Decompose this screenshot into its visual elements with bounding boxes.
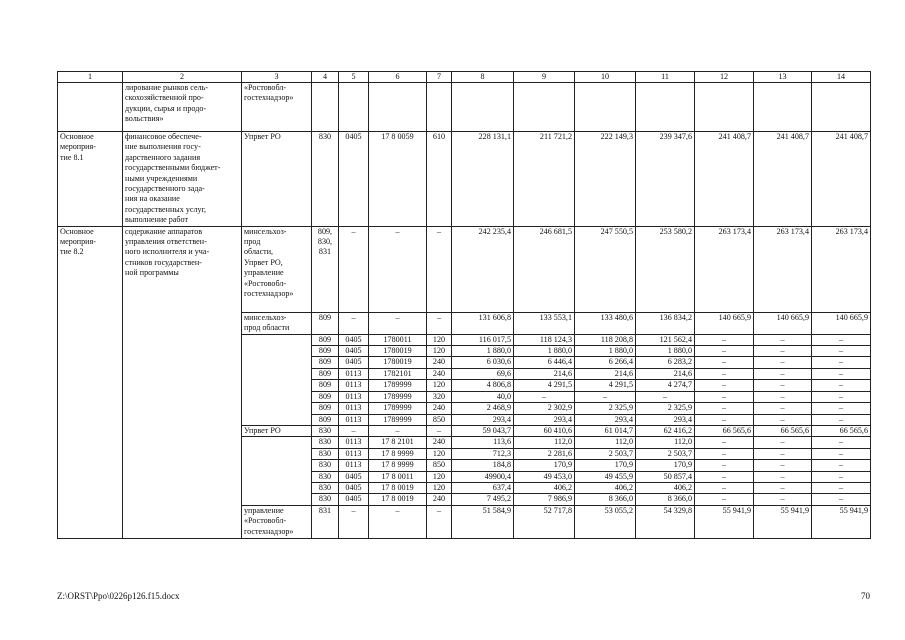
amount-cell: 112,0 bbox=[575, 437, 636, 448]
expense-type-cell: 120 bbox=[427, 346, 452, 357]
amount-cell: 242 235,4 bbox=[452, 226, 514, 312]
amount-cell: – bbox=[695, 460, 754, 471]
column-number: 8 bbox=[452, 72, 514, 83]
amount-cell: – bbox=[812, 346, 871, 357]
amount-cell: 66 565,6 bbox=[695, 425, 754, 436]
amount-cell: – bbox=[695, 391, 754, 402]
description-cell: финансовое обеспече- ние выполнения госу- дарственного задания государственными бюджет- ными учреждениями государственного зада- ния на оказание государственных услуг, выполнение работ bbox=[123, 132, 242, 227]
amount-cell bbox=[514, 83, 575, 132]
amount-cell: 6 030,6 bbox=[452, 357, 514, 368]
section-code-cell: – bbox=[339, 425, 369, 436]
target-article-cell: 1789999 bbox=[369, 391, 427, 402]
amount-cell: 7 986,9 bbox=[514, 494, 575, 505]
amount-cell: – bbox=[754, 460, 812, 471]
amount-cell: 170,9 bbox=[636, 460, 695, 471]
amount-cell: – bbox=[695, 482, 754, 493]
amount-cell: 406,2 bbox=[575, 482, 636, 493]
column-number: 2 bbox=[123, 72, 242, 83]
amount-cell: 211 721,2 bbox=[514, 132, 575, 227]
footer-file-path: Z:\ORST\Ppo\0226p126.f15.docx bbox=[57, 591, 180, 601]
column-number: 14 bbox=[812, 72, 871, 83]
expense-type-cell: 120 bbox=[427, 448, 452, 459]
amount-cell: – bbox=[754, 482, 812, 493]
expense-type-cell: 240 bbox=[427, 437, 452, 448]
amount-cell: 66 565,6 bbox=[754, 425, 812, 436]
amount-cell bbox=[452, 83, 514, 132]
amount-cell: 241 408,7 bbox=[754, 132, 812, 227]
expense-type-cell: 320 bbox=[427, 391, 452, 402]
target-article-cell: – bbox=[369, 226, 427, 312]
grbs-code-cell: 830 bbox=[312, 448, 339, 459]
amount-cell: – bbox=[754, 494, 812, 505]
section-code-cell: 0113 bbox=[339, 448, 369, 459]
amount-cell: 136 834,2 bbox=[636, 312, 695, 334]
amount-cell bbox=[695, 83, 754, 132]
section-code-cell: – bbox=[339, 505, 369, 538]
grbs-code-cell: 830 bbox=[312, 494, 339, 505]
grbs-code-cell: 809 bbox=[312, 414, 339, 425]
amount-cell: 118 208,8 bbox=[575, 334, 636, 345]
amount-cell: 7 495,2 bbox=[452, 494, 514, 505]
target-article-cell: 17 8 9999 bbox=[369, 448, 427, 459]
target-article-cell: 17 8 0011 bbox=[369, 471, 427, 482]
amount-cell: 1 880,0 bbox=[514, 346, 575, 357]
amount-cell: 49 453,0 bbox=[514, 471, 575, 482]
amount-cell: 406,2 bbox=[636, 482, 695, 493]
amount-cell: 222 149,3 bbox=[575, 132, 636, 227]
amount-cell: 59 043,7 bbox=[452, 425, 514, 436]
amount-cell: 112,0 bbox=[636, 437, 695, 448]
target-article-cell bbox=[369, 83, 427, 132]
column-number: 6 bbox=[369, 72, 427, 83]
amount-cell: 140 665,9 bbox=[812, 312, 871, 334]
expense-type-cell: 240 bbox=[427, 403, 452, 414]
target-article-cell: 17 8 0019 bbox=[369, 494, 427, 505]
amount-cell: 8 366,0 bbox=[636, 494, 695, 505]
amount-cell: – bbox=[812, 448, 871, 459]
amount-cell: 2 281,6 bbox=[514, 448, 575, 459]
budget-table bbox=[57, 71, 871, 539]
amount-cell: – bbox=[812, 460, 871, 471]
amount-cell: – bbox=[754, 346, 812, 357]
amount-cell: 293,4 bbox=[452, 414, 514, 425]
amount-cell: – bbox=[695, 494, 754, 505]
amount-cell bbox=[754, 83, 812, 132]
column-number: 1 bbox=[58, 72, 123, 83]
amount-cell: 55 941,9 bbox=[695, 505, 754, 538]
amount-cell: 4 806,8 bbox=[452, 380, 514, 391]
table-row bbox=[58, 226, 871, 312]
target-article-cell: 17 8 9999 bbox=[369, 460, 427, 471]
amount-cell: 637,4 bbox=[452, 482, 514, 493]
amount-cell: 170,9 bbox=[514, 460, 575, 471]
amount-cell: – bbox=[695, 471, 754, 482]
amount-cell: 228 131,1 bbox=[452, 132, 514, 227]
amount-cell: 51 584,9 bbox=[452, 505, 514, 538]
amount-cell: 131 606,8 bbox=[452, 312, 514, 334]
amount-cell: 113,6 bbox=[452, 437, 514, 448]
executor-cell: «Ростовобл- гостехнадзор» bbox=[242, 83, 312, 132]
amount-cell: 184,8 bbox=[452, 460, 514, 471]
grbs-code-cell: 830 bbox=[312, 132, 339, 227]
grbs-code-cell: 809 bbox=[312, 391, 339, 402]
amount-cell: 140 665,9 bbox=[754, 312, 812, 334]
column-number: 12 bbox=[695, 72, 754, 83]
amount-cell: – bbox=[695, 448, 754, 459]
target-article-cell: 1789999 bbox=[369, 414, 427, 425]
amount-cell: – bbox=[812, 471, 871, 482]
target-article-cell: 17 8 2101 bbox=[369, 437, 427, 448]
amount-cell bbox=[575, 83, 636, 132]
target-article-cell: 17 8 0059 bbox=[369, 132, 427, 227]
target-article-cell: – bbox=[369, 425, 427, 436]
section-code-cell: 0405 bbox=[339, 357, 369, 368]
amount-cell: 116 017,5 bbox=[452, 334, 514, 345]
amount-cell: – bbox=[636, 391, 695, 402]
amount-cell: 49 455,9 bbox=[575, 471, 636, 482]
amount-cell: 263 173,4 bbox=[695, 226, 754, 312]
amount-cell: – bbox=[695, 346, 754, 357]
amount-cell: 2 503,7 bbox=[636, 448, 695, 459]
amount-cell: 4 274,7 bbox=[636, 380, 695, 391]
expense-type-cell: 240 bbox=[427, 494, 452, 505]
amount-cell: 293,4 bbox=[636, 414, 695, 425]
amount-cell: 69,6 bbox=[452, 368, 514, 379]
expense-type-cell: 610 bbox=[427, 132, 452, 227]
amount-cell bbox=[636, 83, 695, 132]
amount-cell: 241 408,7 bbox=[812, 132, 871, 227]
expense-type-cell: 850 bbox=[427, 460, 452, 471]
amount-cell bbox=[812, 83, 871, 132]
amount-cell: 50 857,4 bbox=[636, 471, 695, 482]
amount-cell: 263 173,4 bbox=[812, 226, 871, 312]
amount-cell: – bbox=[754, 437, 812, 448]
grbs-code-cell: 809 bbox=[312, 403, 339, 414]
executor-cell: управление «Ростовобл- гостехнадзор» bbox=[242, 505, 312, 538]
amount-cell: – bbox=[754, 414, 812, 425]
amount-cell: 55 941,9 bbox=[812, 505, 871, 538]
expense-type-cell: 850 bbox=[427, 414, 452, 425]
target-article-cell: 1780011 bbox=[369, 334, 427, 345]
amount-cell: – bbox=[754, 380, 812, 391]
amount-cell: – bbox=[695, 380, 754, 391]
amount-cell: 6 283,2 bbox=[636, 357, 695, 368]
amount-cell: 2 325,9 bbox=[636, 403, 695, 414]
amount-cell: – bbox=[812, 368, 871, 379]
amount-cell: 60 410,6 bbox=[514, 425, 575, 436]
amount-cell: 121 562,4 bbox=[636, 334, 695, 345]
amount-cell: 406,2 bbox=[514, 482, 575, 493]
section-code-cell: 0113 bbox=[339, 391, 369, 402]
expense-type-cell bbox=[427, 83, 452, 132]
amount-cell: 40,0 bbox=[452, 391, 514, 402]
expense-type-cell: – bbox=[427, 226, 452, 312]
section-code-cell: 0405 bbox=[339, 334, 369, 345]
expense-type-cell: – bbox=[427, 425, 452, 436]
grbs-code-cell bbox=[312, 83, 339, 132]
column-number: 13 bbox=[754, 72, 812, 83]
amount-cell: 62 416,2 bbox=[636, 425, 695, 436]
amount-cell: 2 503,7 bbox=[575, 448, 636, 459]
description-cell: содержание аппаратов управления ответствен- ного исполнителя и уча- стников государствен- ной программы bbox=[123, 226, 242, 538]
grbs-code-cell: 830 bbox=[312, 425, 339, 436]
section-code-cell: 0405 bbox=[339, 132, 369, 227]
target-article-cell: 1780019 bbox=[369, 357, 427, 368]
amount-cell: – bbox=[812, 391, 871, 402]
amount-cell: 241 408,7 bbox=[695, 132, 754, 227]
grbs-code-cell: 830 bbox=[312, 471, 339, 482]
executor-cell: Упрвет РО bbox=[242, 425, 312, 436]
activity-cell: Основное мероприя- тие 8.1 bbox=[58, 132, 123, 227]
amount-cell: – bbox=[812, 494, 871, 505]
amount-cell: 2 468,9 bbox=[452, 403, 514, 414]
expense-type-cell: – bbox=[427, 505, 452, 538]
amount-cell: – bbox=[812, 403, 871, 414]
grbs-code-cell: 830 bbox=[312, 482, 339, 493]
target-article-cell: 1780019 bbox=[369, 346, 427, 357]
amount-cell: – bbox=[754, 448, 812, 459]
amount-cell: 1 880,0 bbox=[636, 346, 695, 357]
grbs-code-cell: 809 bbox=[312, 346, 339, 357]
executor-cell bbox=[242, 437, 312, 505]
amount-cell: 52 717,8 bbox=[514, 505, 575, 538]
grbs-code-cell: 809 bbox=[312, 380, 339, 391]
section-code-cell: – bbox=[339, 312, 369, 334]
expense-type-cell: 240 bbox=[427, 357, 452, 368]
amount-cell: 214,6 bbox=[636, 368, 695, 379]
amount-cell: 712,3 bbox=[452, 448, 514, 459]
column-number: 7 bbox=[427, 72, 452, 83]
section-code-cell: 0113 bbox=[339, 380, 369, 391]
amount-cell: 118 124,3 bbox=[514, 334, 575, 345]
column-number: 5 bbox=[339, 72, 369, 83]
amount-cell: – bbox=[754, 403, 812, 414]
amount-cell: 1 880,0 bbox=[575, 346, 636, 357]
amount-cell: 4 291,5 bbox=[575, 380, 636, 391]
description-cell: лирование рынков сель- скохозяйственной про- дукции, сырья и продо- вольствия» bbox=[123, 83, 242, 132]
target-article-cell: 17 8 0019 bbox=[369, 482, 427, 493]
amount-cell: – bbox=[812, 482, 871, 493]
amount-cell: – bbox=[514, 391, 575, 402]
amount-cell: 170,9 bbox=[575, 460, 636, 471]
column-number: 9 bbox=[514, 72, 575, 83]
expense-type-cell: – bbox=[427, 312, 452, 334]
expense-type-cell: 120 bbox=[427, 482, 452, 493]
column-number: 4 bbox=[312, 72, 339, 83]
amount-cell: 54 329,8 bbox=[636, 505, 695, 538]
amount-cell: – bbox=[812, 357, 871, 368]
column-number: 3 bbox=[242, 72, 312, 83]
amount-cell: – bbox=[575, 391, 636, 402]
grbs-code-cell: 831 bbox=[312, 505, 339, 538]
amount-cell: 4 291,5 bbox=[514, 380, 575, 391]
column-number-row bbox=[58, 72, 871, 83]
amount-cell: – bbox=[754, 471, 812, 482]
amount-cell: – bbox=[812, 380, 871, 391]
amount-cell: 263 173,4 bbox=[754, 226, 812, 312]
amount-cell: 6 446,4 bbox=[514, 357, 575, 368]
amount-cell: – bbox=[812, 437, 871, 448]
grbs-code-cell: 809 bbox=[312, 368, 339, 379]
amount-cell: – bbox=[812, 334, 871, 345]
amount-cell: 2 302,9 bbox=[514, 403, 575, 414]
amount-cell: 214,6 bbox=[575, 368, 636, 379]
amount-cell: 246 681,5 bbox=[514, 226, 575, 312]
section-code-cell: 0113 bbox=[339, 414, 369, 425]
amount-cell: 293,4 bbox=[575, 414, 636, 425]
target-article-cell: – bbox=[369, 312, 427, 334]
column-number: 10 bbox=[575, 72, 636, 83]
target-article-cell: 1789999 bbox=[369, 403, 427, 414]
executor-cell bbox=[242, 334, 312, 425]
grbs-code-cell: 809 bbox=[312, 334, 339, 345]
amount-cell: 293,4 bbox=[514, 414, 575, 425]
table-row bbox=[58, 132, 871, 227]
amount-cell: 66 565,6 bbox=[812, 425, 871, 436]
section-code-cell: – bbox=[339, 226, 369, 312]
amount-cell: 61 014,7 bbox=[575, 425, 636, 436]
amount-cell: – bbox=[754, 391, 812, 402]
expense-type-cell: 120 bbox=[427, 380, 452, 391]
expense-type-cell: 120 bbox=[427, 471, 452, 482]
amount-cell: – bbox=[754, 357, 812, 368]
grbs-code-cell: 830 bbox=[312, 437, 339, 448]
amount-cell: 133 480,6 bbox=[575, 312, 636, 334]
amount-cell: – bbox=[695, 414, 754, 425]
grbs-code-cell: 809 bbox=[312, 312, 339, 334]
section-code-cell: 0405 bbox=[339, 482, 369, 493]
amount-cell: 8 366,0 bbox=[575, 494, 636, 505]
amount-cell: 133 553,1 bbox=[514, 312, 575, 334]
grbs-code-cell: 809 bbox=[312, 357, 339, 368]
activity-cell bbox=[58, 83, 123, 132]
amount-cell: 247 550,5 bbox=[575, 226, 636, 312]
column-number: 11 bbox=[636, 72, 695, 83]
executor-cell: Упрвет РО bbox=[242, 132, 312, 227]
section-code-cell: 0405 bbox=[339, 346, 369, 357]
amount-cell: 214,6 bbox=[514, 368, 575, 379]
amount-cell: 55 941,9 bbox=[754, 505, 812, 538]
amount-cell: – bbox=[754, 334, 812, 345]
section-code-cell: 0113 bbox=[339, 368, 369, 379]
grbs-code-cell: 830 bbox=[312, 460, 339, 471]
activity-cell: Основное мероприя- тие 8.2 bbox=[58, 226, 123, 538]
amount-cell: – bbox=[812, 414, 871, 425]
table-row bbox=[58, 83, 871, 132]
amount-cell: 2 325,9 bbox=[575, 403, 636, 414]
section-code-cell: 0405 bbox=[339, 471, 369, 482]
target-article-cell: 1782101 bbox=[369, 368, 427, 379]
amount-cell: – bbox=[695, 403, 754, 414]
executor-cell: минсельхоз- прод области, Упрвет РО, управление «Ростовобл- гостехнадзор» bbox=[242, 226, 312, 312]
expense-type-cell: 240 bbox=[427, 368, 452, 379]
amount-cell: 49900,4 bbox=[452, 471, 514, 482]
amount-cell: – bbox=[695, 357, 754, 368]
amount-cell: 53 055,2 bbox=[575, 505, 636, 538]
section-code-cell: 0113 bbox=[339, 403, 369, 414]
amount-cell: 112,0 bbox=[514, 437, 575, 448]
amount-cell: – bbox=[695, 334, 754, 345]
amount-cell: – bbox=[695, 437, 754, 448]
amount-cell: 253 580,2 bbox=[636, 226, 695, 312]
amount-cell: 140 665,9 bbox=[695, 312, 754, 334]
section-code-cell bbox=[339, 83, 369, 132]
grbs-code-cell: 809, 830, 831 bbox=[312, 226, 339, 312]
footer-page-number: 70 bbox=[861, 591, 870, 601]
section-code-cell: 0113 bbox=[339, 437, 369, 448]
amount-cell: 6 266,4 bbox=[575, 357, 636, 368]
section-code-cell: 0113 bbox=[339, 460, 369, 471]
target-article-cell: – bbox=[369, 505, 427, 538]
executor-cell: минсельхоз- прод области bbox=[242, 312, 312, 334]
section-code-cell: 0405 bbox=[339, 494, 369, 505]
expense-type-cell: 120 bbox=[427, 334, 452, 345]
amount-cell: – bbox=[754, 368, 812, 379]
target-article-cell: 1789999 bbox=[369, 380, 427, 391]
amount-cell: – bbox=[695, 368, 754, 379]
amount-cell: 239 347,6 bbox=[636, 132, 695, 227]
amount-cell: 1 880,0 bbox=[452, 346, 514, 357]
